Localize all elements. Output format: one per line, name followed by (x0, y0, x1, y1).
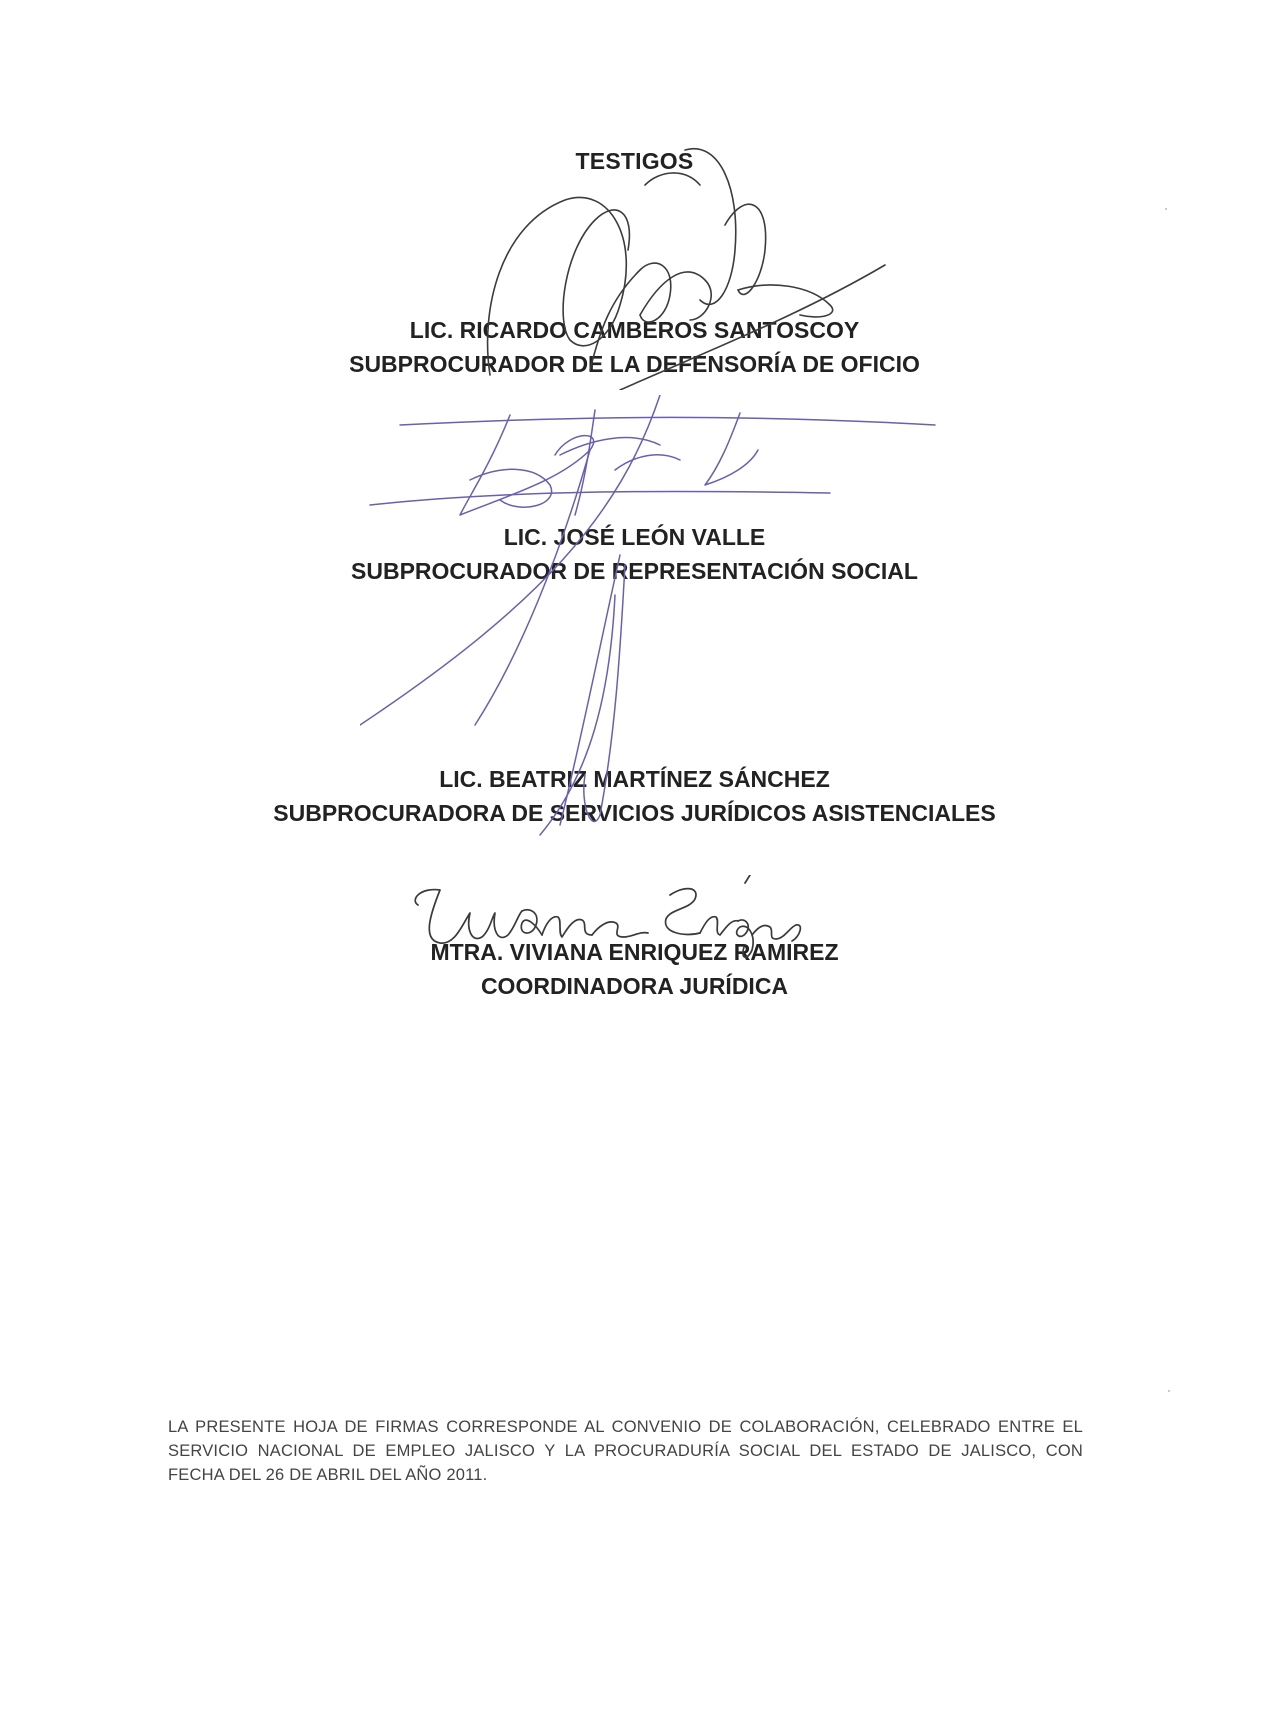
signatory-name: LIC. RICARDO CAMBEROS SANTOSCOY (409, 317, 860, 343)
signatory-block-3 (0, 762, 1269, 830)
signatory-block-2 (0, 520, 1269, 588)
scan-speck (1168, 1390, 1170, 1392)
witnesses-heading: TESTIGOS (575, 148, 694, 174)
scan-speck (1165, 208, 1167, 210)
signatory-name: MTRA. VIVIANA ENRIQUEZ RAMIREZ (430, 939, 839, 965)
signatory-name: LIC. JOSÉ LEÓN VALLE (503, 524, 766, 550)
signatory-block-1 (0, 313, 1269, 381)
signatory-title: COORDINADORA JURÍDICA (480, 973, 789, 999)
signatory-block-4 (0, 935, 1269, 1003)
signatory-name: LIC. BEATRIZ MARTÍNEZ SÁNCHEZ (439, 766, 830, 792)
signatory-title: SUBPROCURADOR DE REPRESENTACIÓN SOCIAL (351, 558, 918, 584)
signatory-title: SUBPROCURADORA DE SERVICIOS JURÍDICOS ASISTENCIALES (273, 800, 996, 826)
signatory-title: SUBPROCURADOR DE LA DEFENSORÍA DE OFICIO (349, 351, 920, 377)
footer-note: LA PRESENTE HOJA DE FIRMAS CORRESPONDE AL CONVENIO DE COLABORACIÓN, CELEBRADO ENTRE EL SERVICIO NACIONAL DE EMPLEO JALISCO Y LA PROCURADURÍA SOCIAL DEL ESTADO DE JALISCO, CON FECHA DEL 26 DE ABRIL DEL AÑO 2011. (168, 1418, 1083, 1484)
